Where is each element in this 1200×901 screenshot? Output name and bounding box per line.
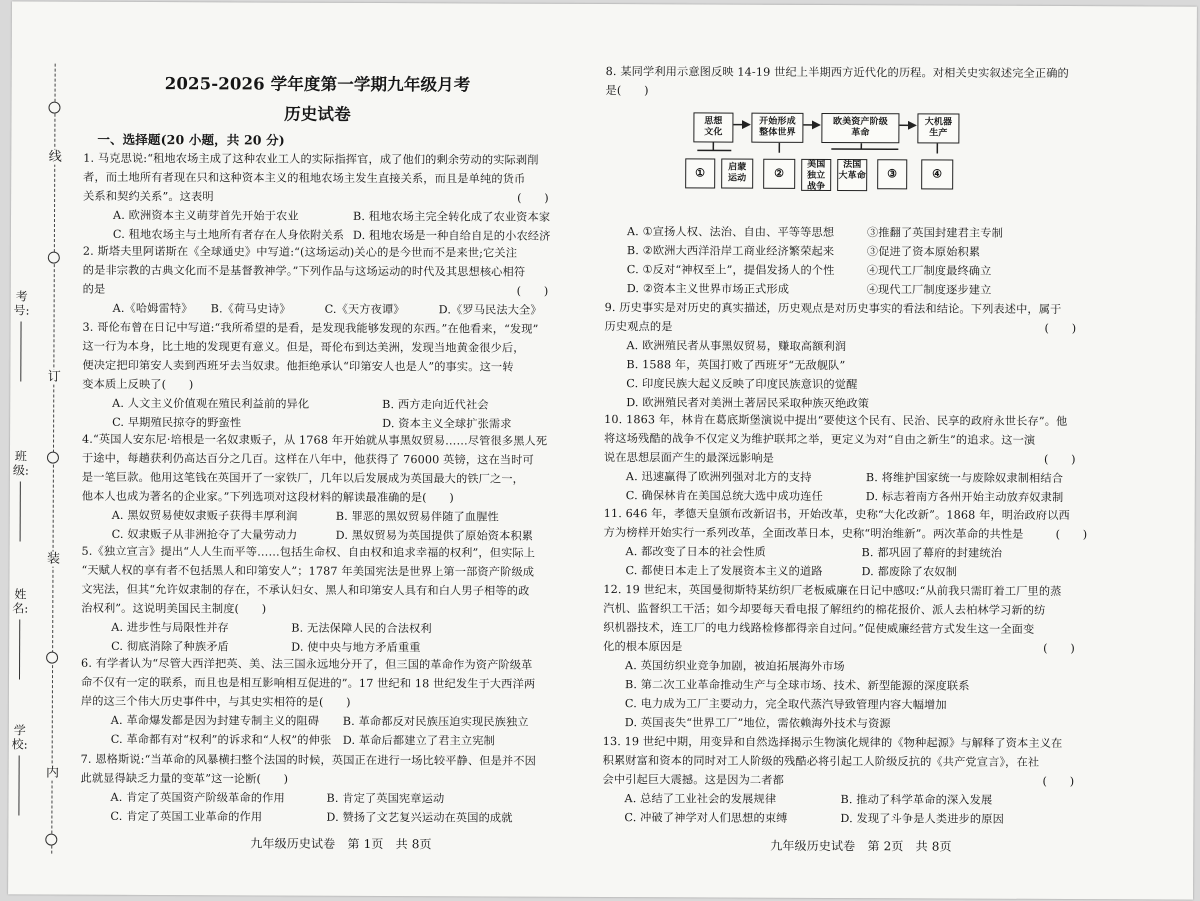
option: D.《罗马民法大全》	[438, 303, 542, 317]
field-underline	[19, 619, 20, 679]
page-left	[80, 2, 552, 852]
option: D. 赞扬了文艺复兴运动在英国的成就	[326, 810, 513, 825]
flow-box-thought-culture: 思想 文化	[693, 112, 733, 142]
option: B.《荷马史诗》	[210, 302, 291, 316]
binding-word-inside: 内	[46, 765, 60, 781]
hole-ring	[46, 652, 58, 664]
binding-word-staple: 订	[47, 369, 61, 385]
flow-box-us-independence: 美国 独立 战争	[801, 159, 831, 191]
option: C. 电力成为工厂主要动力，完全取代蒸汽导致管理内容大幅增加	[624, 697, 947, 712]
flow-blank-2: ②	[763, 159, 795, 189]
flow-blank-4: ④	[921, 159, 953, 189]
option: A. 黑奴贸易使奴隶贩子获得丰厚利润	[111, 508, 298, 523]
field-underline	[20, 481, 21, 541]
option: C. 都使日本走上了发展资本主义的道路	[625, 564, 823, 578]
option: B. 第二次工业革命推动生产与全球市场、技术、新型能源的深度联系	[624, 678, 970, 693]
flow-box-french-revolution: 法国 大革命	[837, 159, 867, 191]
section-heading: 一、选择题(20 小题，共 20 分)	[97, 131, 285, 148]
field-name: 姓名:	[12, 587, 29, 616]
option: A. 都改变了日本的社会性质	[625, 545, 766, 559]
option: A.《哈姆雷特》	[112, 301, 193, 316]
flow-box-enlightenment: 启蒙 运动	[721, 159, 753, 189]
field-underline	[18, 755, 19, 815]
option: B. 都巩固了幕府的封建统治	[861, 546, 1003, 560]
exam-title: 2025-2026 学年度第一学期九年级月考	[164, 74, 471, 95]
binding-word-line: 线	[48, 149, 62, 165]
option: D. 资本主义全球扩张需求	[382, 417, 512, 431]
page-footer-right: 九年级历史试卷 第 2页 共 8页	[770, 838, 952, 854]
option: A. 欧洲资本主义萌芽首先开始于农业	[112, 208, 299, 223]
question-3: 3. 哥伦布曾在日记中写道:“我所希望的是看，是发现我能够发现的东西。”在他看来，“发现” 这一行为本身，比土地的发现更有意义。但是，哥伦布到达美洲，发现当地黄金很少后， 便决定把印第安人卖到西班牙去当奴隶。他拒绝承认“印第安人也是人”的事实。这一转 变本质上反映了( ) A. 人文主义价值观在殖民利益前的异化 B. 西方走向近代社会 C. 早期殖民掠夺的野蛮性 D. 资本主义全球扩张需求	[82, 318, 550, 396]
option: C.《天方夜谭》	[324, 302, 405, 317]
option: D. 英国丧失“世界工厂”地位，需依赖海外技术与资源	[624, 716, 891, 731]
question-4: 4.“英国人安东尼·培根是一名奴隶贩子，从 1768 年开始就从事黑奴贸易……尽管很多黑人死 于途中，每趟获利仍高达百分之几百。这样在八年中，他获得了 76000 英镑，这在当时可 是一笔巨款。他用这笔钱在英国开了一家铁厂，几年以后发展成为英国最大的铁厂之一， 他本人也成为著名的企业家。”下列选项对这段材料的解读最准确的是( ) A. 黑奴贸易使奴隶贩子获得丰厚利润 B. 罪恶的黑奴贸易伴随了血腥性 C. 奴隶贩子从非洲抢夺了大量劳动力 D. 黑奴贸易为英国提供了原始资本积累	[82, 430, 550, 508]
option: C. 冲破了神学对人们思想的束缚	[624, 811, 788, 825]
hole-ring	[48, 102, 60, 114]
question-10: 10. 1863 年，林肯在葛底斯堡演说中提出“要使这个民有、民治、民享的政府永世长存”。他 将这场残酷的战争不仅定义为维护联邦之举，更定义为对“自由之新生”的追求。这一演 说在思想层面产生的最深远影响是 ( ) A. 迅速赢得了欧洲列强对北方的支持 B. 将维护国家统一与废除奴隶制相结合 C. 确保林肯在美国总统大选中成功连任 D. 标志着南方各州开始主动放弃奴隶制	[604, 410, 1102, 469]
option: C. 革命都有对“权利”的诉求和“人权”的伸张	[110, 732, 332, 747]
option: D. 使中央与地方矛盾重重	[291, 640, 421, 655]
option: A. ①宣扬人权、法治、自由、平等等思想	[626, 225, 835, 240]
page-right	[602, 4, 1104, 854]
flow-blank-1: ①	[685, 158, 715, 188]
option: B. 1588 年，英国打败了西班牙“无敌舰队”	[626, 358, 846, 373]
option: D. 革命后都建立了君主立宪制	[342, 733, 495, 748]
option: B. ②欧洲大西洋沿岸工商业经济繁荣起来	[626, 244, 835, 259]
option: A. 进步性与局限性并存	[111, 620, 229, 635]
option: D. 发现了斗争是人类进步的原因	[840, 812, 1004, 826]
question-12: 12. 19 世纪末，英国曼彻斯特某纺织厂老板威廉在日记中感叹:“从前我只需盯着工厂里的蒸 汽机、监督织工干活；如今却要每天看电报了解纽约的棉花报价、派人去柏林学习新的纺 织机器技术，连工厂的电力线路检修都得亲自过问。”促使威廉经营方式发生这一全面变 化的根本原因是 ( ) A. 英国纺织业竞争加剧，被迫拓展海外市场 B. 第二次工业革命推动生产与全球市场、技术、新型能源的深度联系 C. 电力成为工厂主要动力，完全取代蒸汽导致管理内容大幅增加 D. 英国丧失“世界工厂”地位，需依赖海外技术与资源	[603, 580, 1101, 658]
field-school: 学校:	[11, 723, 28, 752]
flowchart	[693, 112, 993, 193]
option: A. 肯定了英国资产阶级革命的作用	[110, 790, 285, 805]
option: D. 标志着南方各州开始主动放弃奴隶制	[865, 490, 1064, 505]
flow-box-bourgeois-revolution: 欧美资产阶级 革命	[821, 113, 899, 143]
field-underline	[20, 321, 21, 381]
option: C. 早期殖民掠夺的野蛮性	[112, 415, 242, 430]
field-exam-number: 考号:	[13, 289, 30, 318]
exam-paper	[8, 1, 1197, 899]
option: C. 肯定了英国工业革命的作用	[110, 809, 263, 824]
option: D. 欧洲殖民者对美洲土著居民采取种族灭绝政策	[626, 396, 870, 411]
hole-ring	[48, 252, 60, 264]
question-1: 1. 马克思说:“租地农场主成了这种农业工人的实际指挥官，成了他们的剩余劳动的实际剥削 者，而土地所有者现在只和这种资本主义的租地农场主发生直接关系，而且是单纯的货币 关系和契约关系”。这表明 ( ) A. 欧洲资本主义萌芽首先开始于农业 B. 租地农场主完全转化成了农业资本家 C. 租地农场主与土地所有者存在人身依附关系 D. 租地农场是一种自给自足的小农经济	[83, 149, 551, 208]
option: B. 罪恶的黑奴贸易伴随了血腥性	[335, 509, 499, 524]
option: C. 印度民族大起义反映了印度民族意识的觉醒	[626, 377, 858, 392]
option: C. 租地农场主与土地所有者存在人身依附关系	[112, 227, 345, 242]
option: B. 租地农场主完全转化成了农业资本家	[352, 209, 551, 224]
option: ③促进了资本原始积累	[866, 245, 981, 259]
option: B. 推动了科学革命的深入发展	[840, 793, 993, 807]
option: A. 人文主义价值观在殖民利益前的异化	[112, 396, 310, 411]
option: A. 迅速赢得了欧洲列强对北方的支持	[625, 470, 812, 484]
option: C. 彻底消除了种族矛盾	[111, 639, 229, 654]
hole-ring	[45, 834, 57, 846]
flow-box-world-forming: 开始形成 整体世界	[751, 113, 803, 143]
field-class: 班级:	[12, 449, 29, 478]
option: B. 无法保障人民的合法权利	[291, 621, 432, 636]
page-footer-left: 九年级历史试卷 第 1页 共 8页	[250, 836, 432, 852]
binding-word-bind: 装	[46, 551, 61, 567]
option: D. ②资本主义世界市场正式形成	[626, 282, 790, 296]
question-7: 7. 恩格斯说:“当革命的风暴横扫整个法国的时候，英国正在进行一场比较平静、但是并不因 此就显得缺乏力量的变革”这一论断( ) A. 肯定了英国资产阶级革命的作用 B. 肯定了英国宪章运动 C. 肯定了英国工业革命的作用 D. 赞扬了文艺复兴运动在英国的成就	[81, 750, 549, 790]
option: A. 英国纺织业竞争加剧，被迫拓展海外市场	[625, 659, 845, 674]
flow-box-machine-production: 大机器 生产	[917, 113, 959, 143]
option: B. 西方走向近代社会	[382, 398, 489, 412]
flow-blank-3: ③	[877, 159, 907, 189]
option: B. 革命都反对民族压迫实现民族独立	[342, 714, 529, 729]
option: C. ①反对“神权至上”，提倡发扬人的个性	[626, 263, 835, 278]
option: ③推翻了英国封建君主专制	[866, 226, 1004, 240]
exam-subject: 历史试卷	[284, 104, 351, 124]
question-6: 6. 有学者认为“尽管大西洋把英、美、法三国永远地分开了，但三国的革命作为资产阶级革 命不仅有一定的联系，而且也是相互影响相互促进的”。17 世纪和 18 世纪发生于大西洋两 岸的这三个伟大历史事件中，与其史实相符的是( ) A. 革命爆发都是因为封建专制主义的阻碍 B. 革命都反对民族压迫实现民族独立 C. 革命都有对“权利”的诉求和“人权”的伸张 D. 革命后都建立了君主立宪制	[81, 654, 549, 713]
option: B. 肯定了英国宪章运动	[326, 791, 445, 806]
option: D. 黑奴贸易为英国提供了原始资本积累	[335, 528, 534, 543]
option: A. 总结了工业社会的发展规律	[624, 792, 777, 806]
question-8: 8. 某同学利用示意图反映 14-19 世纪上半期西方近代化的历程。对相关史实叙述完全正确的 是( )	[605, 65, 1069, 98]
option: ④现代工厂制度逐步建立	[866, 283, 992, 297]
question-9: 9. 历史事实是对历史的真实描述，历史观点是对历史事实的看法和结论。下列表述中，属于 历史观点的是 ( ) A. 欧洲殖民者从事黑奴贸易，赚取高额利润 B. 1588 年，英国打败了西班牙“无敌舰队” C. 印度民族大起义反映了印度民族意识的觉醒 D. 欧洲殖民者对美洲土著居民采取种族灭绝政策	[604, 298, 1102, 338]
question-2: 2. 斯塔夫里阿诺斯在《全球通史》中写道:“(这场运动)关心的是今世而不是来世;它关注 的是非宗教的古典文化而不是基督教神学。”下列作品与这场运动的时代及其思想核心相符 的是 ( ) A.《哈姆雷特》 B.《荷马史诗》 C.《天方夜谭》 D.《罗马民法大全》	[83, 242, 551, 301]
binding-margin	[8, 1, 72, 894]
option: D. 租地农场是一种自给自足的小农经济	[352, 228, 551, 243]
option: ④现代工厂制度最终确立	[866, 264, 992, 278]
hole-ring	[47, 452, 59, 464]
question-13: 13. 19 世纪中期，用变异和自然选择揭示生物演化规律的《物种起源》与解释了资本主义在 积累财富和资本的同时对工人阶级的残酷必将引起工人阶级反抗的《共产党宣言》，在社 会中引起巨大震撼。这是因为二者都 ( ) A. 总结了工业社会的发展规律 B. 推动了科学革命的深入发展 C. 冲破了神学对人们思想的束缚 D. 发现了斗争是人类进步的原因	[603, 732, 1101, 791]
question-11: 11. 646 年，孝德天皇颁布改新诏书，开始改革，史称“大化改新”。1868 年，明治政府以西 方为榜样开始实行一系列改革，全面改革日本，史称“明治维新”。两次革命的共性是 ( ) A. 都改变了日本的社会性质 B. 都巩固了幕府的封建统治 C. 都使日本走上了发展资本主义的道路 D. 都废除了农奴制	[604, 504, 1102, 544]
question-5: 5.《独立宣言》提出“人人生而平等……包括生命权、自由权和追求幸福的权利”，但实际上 “天赋人权的享有者不包括黑人和印第安人”；1787 年美国宪法是世界上第一部资产阶级成 文宪法，但其“允许奴隶制的存在，不承认妇女、黑人和印第安人具有和白人男子相等的政 治权利”。这说明美国民主制度( ) A. 进步性与局限性并存 B. 无法保障人民的合法权利 C. 彻底消除了种族矛盾 D. 使中央与地方矛盾重重	[81, 542, 549, 620]
option: D. 都废除了农奴制	[861, 565, 958, 579]
question-8-options	[605, 222, 1103, 297]
option: C. 确保林肯在美国总统大选中成功连任	[625, 489, 823, 503]
option: A. 欧洲殖民者从事黑奴贸易，赚取高额利润	[626, 339, 847, 354]
option: C. 奴隶贩子从非洲抢夺了大量劳动力	[111, 527, 298, 542]
option: A. 革命爆发都是因为封建专制主义的阻碍	[110, 713, 320, 728]
option: B. 将维护国家统一与废除奴隶制相结合	[865, 471, 1064, 486]
